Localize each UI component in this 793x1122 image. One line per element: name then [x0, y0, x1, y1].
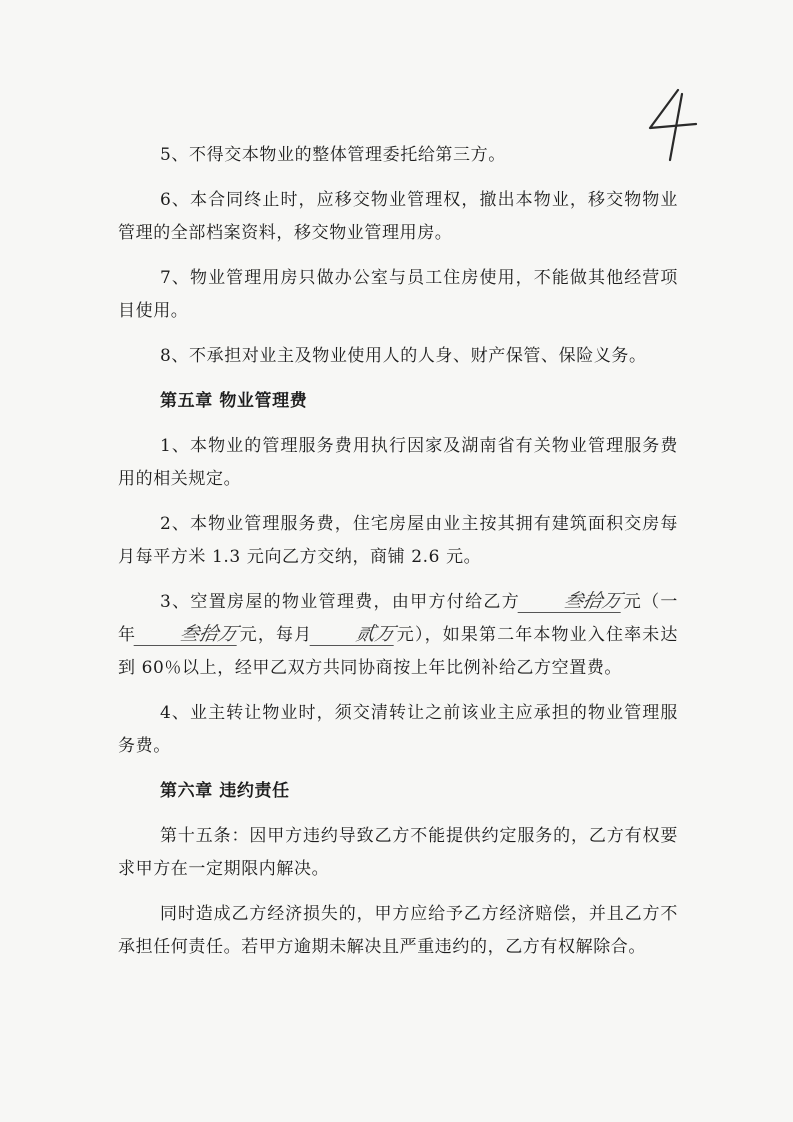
- clause-6: 6、本合同终止时，应移交物业管理权，撤出本物业，移交物物业管理的全部档案资料，移交物业管理用房。: [118, 190, 678, 243]
- handwritten-amount-monthly: 贰万: [310, 623, 399, 646]
- handwritten-amount-yearly: 叁拾万: [134, 623, 242, 646]
- clause-8: 8、不承担对业主及物业使用人的人身、财产保管、保险义务。: [160, 346, 647, 366]
- clause-3-text-4: 元），如果第二年本物业入住率未达到 60％以上，经甲乙双方共同协商按上年比例补给乙方空置费。: [118, 625, 678, 678]
- article-15: 第十五条：因甲方违约导致乙方不能提供约定服务的，乙方有权要求甲方在一定期限内解决。: [118, 826, 678, 879]
- clause-3-text-2: 元（一年: [118, 592, 678, 645]
- clause-3-text-3: 元，每月: [239, 625, 313, 645]
- chapter-6-title: 第六章 违约责任: [160, 781, 290, 801]
- chapter-5-title: 第五章 物业管理费: [160, 391, 308, 411]
- article-15-continued: 同时造成乙方经济损失的，甲方应给予乙方经济赔偿，并且乙方不承担任何责任。若甲方逾期未解决且严重违约的，乙方有权解除合。: [118, 904, 678, 957]
- clause-7: 7、物业管理用房只做办公室与员工住房使用，不能做其他经营项目使用。: [118, 268, 678, 321]
- chapter-5-clause-2: 2、本物业管理服务费，住宅房屋由业主按其拥有建筑面积交房每月每平方米 1.3 元向乙方交纳，商铺 2.6 元。: [118, 514, 678, 567]
- handwritten-amount-total: 叁拾万: [518, 590, 626, 613]
- document-body: [118, 139, 678, 964]
- clause-3-text-1: 3、空置房屋的物业管理费，由甲方付给乙方: [160, 592, 521, 612]
- clause-5: 5、不得交本物业的整体管理委托给第三方。: [160, 145, 506, 165]
- chapter-5-clause-3: [118, 586, 678, 685]
- chapter-5-clause-4: 4、业主转让物业时，须交清转让之前该业主应承担的物业管理服务费。: [118, 703, 678, 756]
- chapter-5-clause-1: 1、本物业的管理服务费用执行因家及湖南省有关物业管理服务费用的相关规定。: [118, 436, 678, 489]
